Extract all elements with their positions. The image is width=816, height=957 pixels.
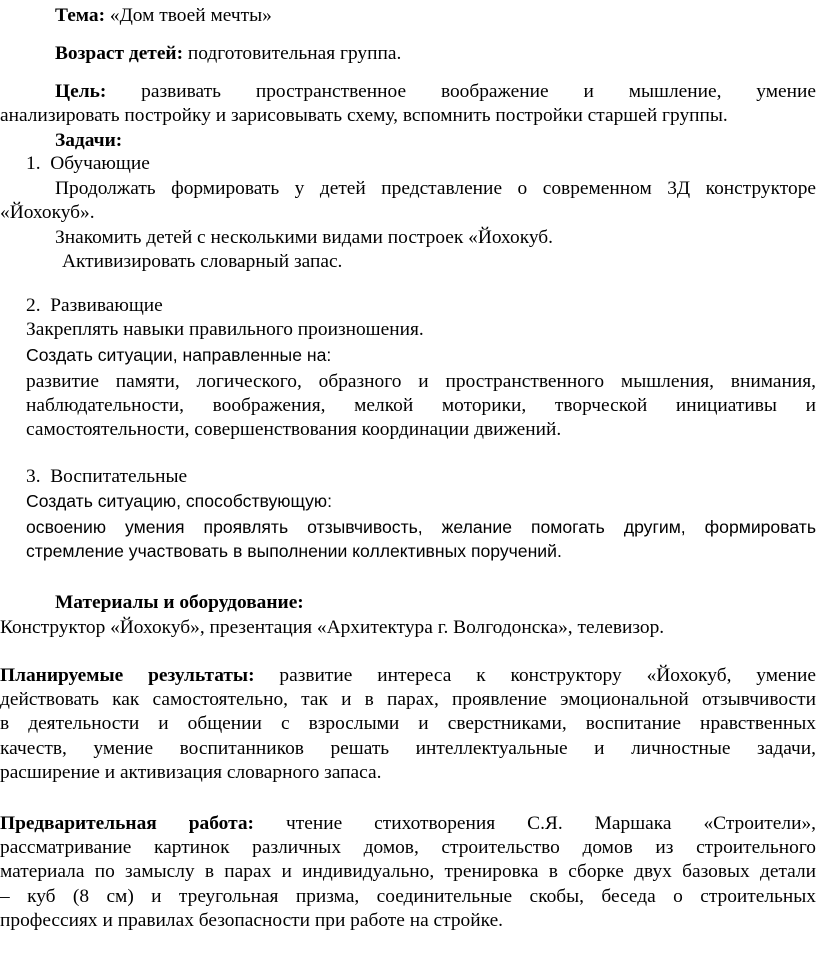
goal-line-2: анализировать постройку и зарисовывать схему, вспомнить постройки старшей группы. — [0, 105, 728, 126]
results-line-4: качеств, умение воспитанников решать интеллектуальные и личностные задачи, — [0, 738, 816, 759]
prework-line-3: материала по замыслу в парах и индивидуально, тренировка в сборке двух базовых детали — [0, 861, 816, 882]
results-line-2: действовать как самостоятельно, так и в парах, проявление эмоциональной отзывчивости — [0, 689, 816, 710]
results-line-3: в деятельности и общении с взрослыми и сверстниками, воспитание нравственных — [0, 713, 816, 734]
task3-number: 3. — [26, 466, 41, 487]
task3-line-2: освоению умения проявлять отзывчивость, желание помогать другим, формировать — [26, 517, 816, 537]
age-label: Возраст детей: — [55, 43, 184, 64]
results-line-5: расширение и активизация словарного запаса. — [0, 762, 382, 783]
prework-text-1: чтение стихотворения С.Я. Маршака «Строители», — [254, 813, 816, 834]
task2-title-line — [26, 294, 816, 318]
theme-line — [55, 4, 816, 28]
task1-line-4: Активизировать словарный запас. — [62, 251, 343, 272]
results-label: Планируемые результаты: — [0, 665, 255, 686]
task3-title-line — [26, 465, 816, 489]
goal-text-1: развивать пространственное воображение и мышление, умение — [141, 81, 816, 102]
prework-label: Предварительная работа: — [0, 813, 255, 834]
task2-line-5: самостоятельности, совершенствования координации движений. — [26, 419, 562, 440]
task1-number: 1. — [26, 153, 41, 174]
prework-line-1 — [0, 812, 816, 836]
task1-line-1: Продолжать формировать у детей представление о современном 3Д конструкторе — [55, 178, 816, 199]
materials-heading: Материалы и оборудование: — [55, 592, 304, 613]
theme-label: Тема: — [55, 5, 106, 26]
goal-line-1 — [55, 80, 816, 104]
goal-label: Цель: — [55, 81, 107, 102]
materials-text: Конструктор «Йохокуб», презентация «Архитектура г. Волгодонска», телевизор. — [0, 617, 665, 638]
task2-number: 2. — [26, 295, 41, 316]
task1-title-line — [26, 152, 816, 176]
tasks-heading: Задачи: — [55, 130, 123, 151]
task2-title: Развивающие — [50, 295, 163, 316]
task2-line-3: развитие памяти, логического, образного и пространственного мышления, внимания, — [26, 371, 816, 392]
prework-line-2: рассматривание картинок различных домов, строительство домов из строительного — [0, 837, 816, 858]
task2-line-1: Закреплять навыки правильного произношения. — [26, 319, 424, 340]
task3-title: Воспитательные — [50, 466, 188, 487]
prework-line-4: – куб (8 см) и треугольная призма, соединительные скобы, беседа о строительных — [0, 886, 816, 907]
task1-line-3: Знакомить детей с несколькими видами построек «Йохокуб. — [55, 227, 554, 248]
results-line-1 — [0, 664, 816, 688]
task3-line-3: стремление участвовать в выполнении коллективных поручений. — [26, 541, 562, 561]
task1-title: Обучающие — [50, 153, 150, 174]
results-text-1: развитие интереса к конструктору «Йохокуб, умение — [254, 665, 816, 686]
task2-line-2: Создать ситуации, направленные на: — [26, 345, 332, 365]
theme-value: «Дом твоей мечты» — [105, 5, 272, 26]
age-line — [55, 42, 816, 66]
task1-line-2: «Йохокуб». — [0, 202, 95, 223]
age-value: подготовительная группа. — [183, 43, 402, 64]
task2-line-4: наблюдательности, воображения, мелкой моторики, творческой инициативы и — [26, 395, 816, 416]
prework-line-5: профессиях и правилах безопасности при работе на стройке. — [0, 910, 504, 931]
task3-line-1: Создать ситуацию, способствующую: — [26, 491, 333, 511]
